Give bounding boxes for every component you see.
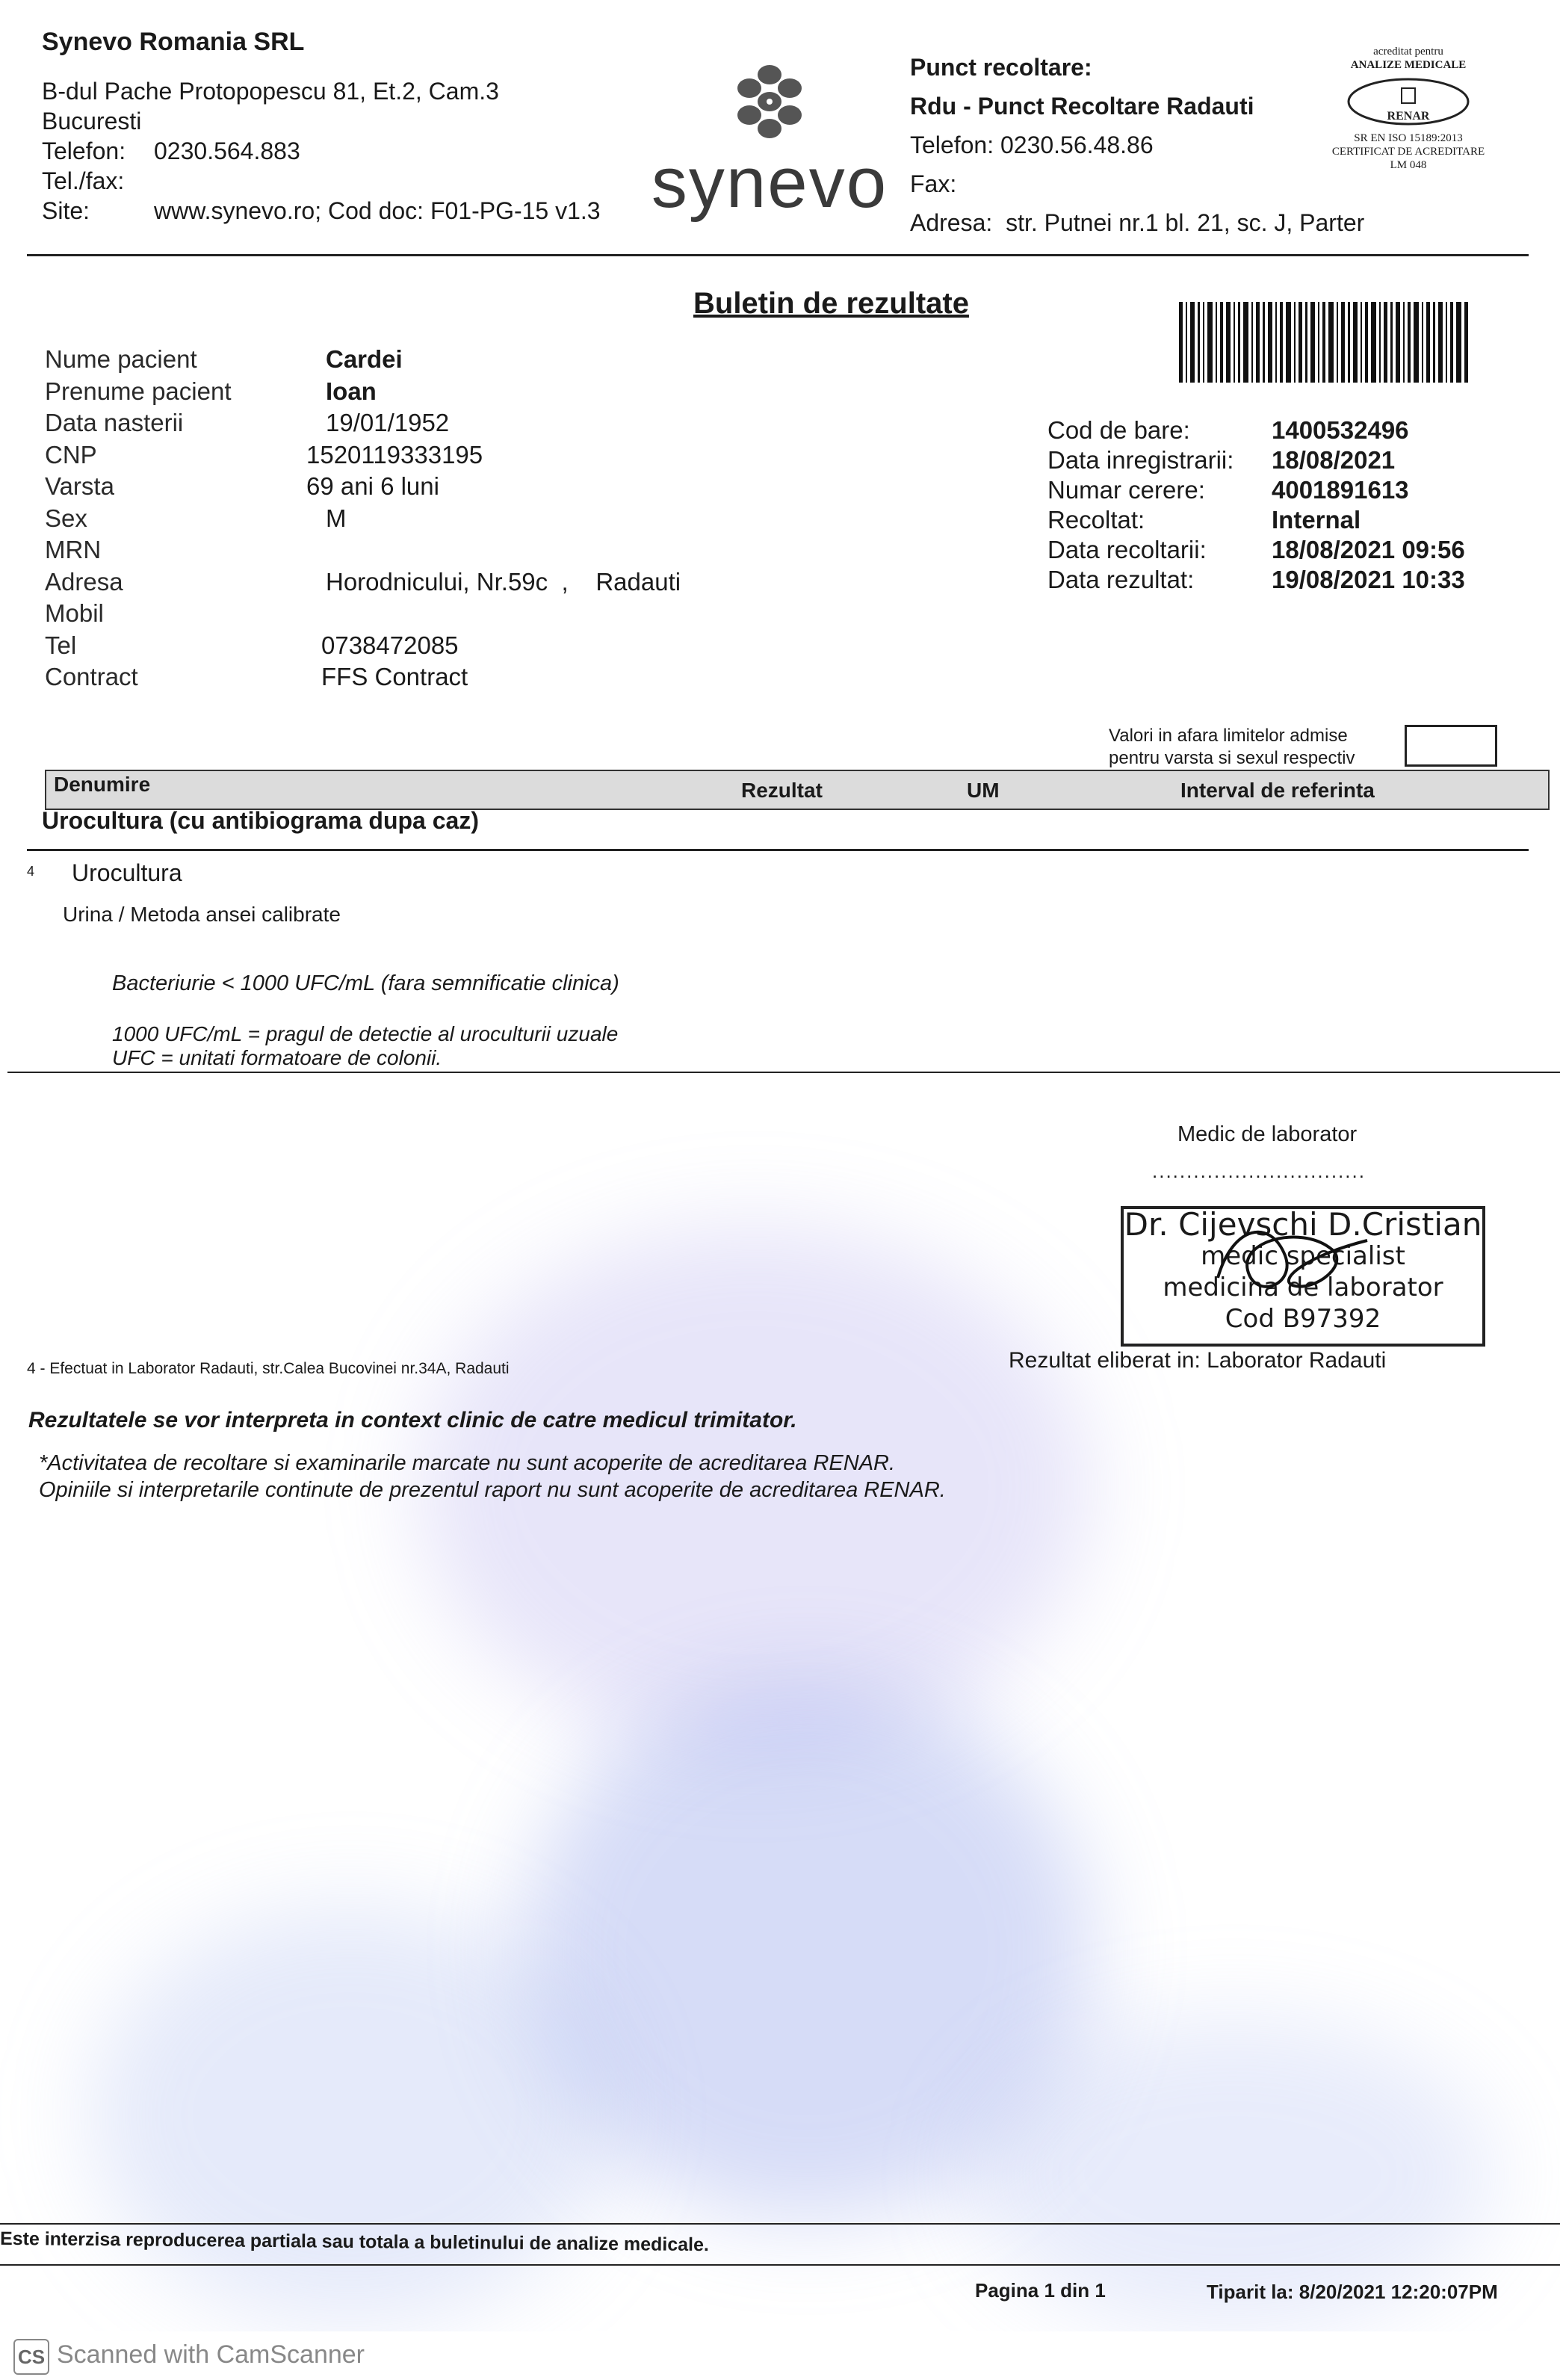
signature-scribble bbox=[1203, 1211, 1382, 1315]
scanner-text: Scanned with CamScanner bbox=[57, 2340, 365, 2369]
collection-heading: Punct recoltare: bbox=[910, 54, 1092, 81]
doctor-label: Medic de laborator bbox=[1177, 1122, 1358, 1146]
seal-line1: SR EN ISO 15189:2013 bbox=[1354, 132, 1463, 144]
barcode-value: 1400532496 bbox=[1272, 416, 1409, 444]
seal-top1: acreditat pentru bbox=[1373, 46, 1443, 58]
collection-phone: Telefon: 0230.56.48.86 bbox=[910, 132, 1154, 158]
phone-label: Telefon: bbox=[42, 137, 126, 164]
test-notes bbox=[112, 1022, 618, 1070]
mobile-label: Mobil bbox=[45, 599, 104, 627]
logo-text: synevo bbox=[651, 143, 888, 223]
patient-tel: 0738472085 bbox=[321, 631, 459, 659]
seal-center: RENAR bbox=[1387, 110, 1430, 123]
renar-emblem-icon bbox=[1345, 75, 1472, 129]
registration-date: 18/08/2021 bbox=[1272, 446, 1396, 474]
scan-artifact bbox=[523, 1681, 1091, 2219]
company-site: www.synevo.ro; Cod doc: F01-PG-15 v1.3 bbox=[154, 197, 601, 224]
result-date: 19/08/2021 10:33 bbox=[1272, 566, 1465, 593]
flower-icon bbox=[643, 60, 897, 142]
collection-point-block bbox=[910, 48, 1364, 242]
scanner-watermark bbox=[0, 2331, 1560, 2380]
collection-address-label: Adresa: bbox=[910, 209, 993, 236]
legend-line1: Valori in afara limitelor admise bbox=[1109, 726, 1348, 746]
request-number-label: Numar cerere: bbox=[1047, 476, 1205, 504]
seal-line2: CERTIFICAT DE ACREDITARE bbox=[1331, 146, 1485, 158]
age-label: Varsta bbox=[45, 472, 114, 500]
report-title: Buletin de rezultate bbox=[693, 287, 969, 320]
cnp-label: CNP bbox=[45, 440, 97, 469]
section-title: Urocultura (cu antibiograma dupa caz) bbox=[42, 807, 479, 834]
signature-line: ............................... bbox=[1152, 1160, 1366, 1182]
test-marker: 4 bbox=[27, 864, 35, 879]
prenume-label: Prenume pacient bbox=[45, 377, 232, 405]
results-end-divider bbox=[7, 1072, 1560, 1073]
synevo-logo bbox=[643, 60, 897, 224]
patient-cnp: 1520119333195 bbox=[306, 440, 483, 469]
results-table-header bbox=[45, 770, 1550, 810]
patient-first-name: Ioan bbox=[326, 377, 377, 405]
stamp-code: Cod B97392 bbox=[1225, 1304, 1381, 1334]
collection-date-label: Data recoltarii: bbox=[1047, 536, 1207, 563]
printed-at: Tiparit la: 8/20/2021 12:20:07PM bbox=[1207, 2281, 1498, 2303]
section-divider bbox=[27, 849, 1529, 851]
request-number: 4001891613 bbox=[1272, 476, 1409, 504]
footer-divider-bottom bbox=[0, 2264, 1560, 2266]
performed-at: 4 - Efectuat in Laborator Radauti, str.Calea Bucovinei nr.34A, Radauti bbox=[27, 1360, 510, 1377]
stamp-title: medic specialist bbox=[1201, 1241, 1405, 1271]
patient-birthdate: 19/01/1952 bbox=[326, 409, 450, 436]
accreditation-line1: *Activitatea de recoltare si examinarile marcate nu sunt acoperite de acreditarea RENAR. bbox=[39, 1451, 896, 1475]
out-of-range-legend bbox=[1109, 725, 1355, 770]
col-rezultat: Rezultat bbox=[741, 779, 823, 802]
seal-line3: LM 048 bbox=[1390, 159, 1427, 171]
barcode-label: Cod de bare: bbox=[1047, 416, 1190, 444]
test-method: Urina / Metoda ansei calibrate bbox=[63, 903, 341, 926]
accreditation-line2: Opiniile si interpretarile continute de prezentul raport nu sunt acoperite de acreditarea RENAR. bbox=[39, 1478, 946, 1502]
collection-name: Rdu - Punct Recoltare Radauti bbox=[910, 93, 1254, 120]
stamp-name: Dr. Cijevschi D.Cristian bbox=[1124, 1206, 1482, 1243]
patient-last-name: Cardei bbox=[326, 345, 403, 373]
result-date-label: Data rezultat: bbox=[1047, 566, 1195, 593]
barcode bbox=[1179, 302, 1469, 383]
collected-value: Internal bbox=[1272, 506, 1361, 534]
collection-date: 18/08/2021 09:56 bbox=[1272, 536, 1465, 563]
seal-top2: ANALIZE MEDICALE bbox=[1350, 59, 1467, 71]
mrn-label: MRN bbox=[45, 536, 102, 563]
accreditation-notes bbox=[39, 1450, 946, 1503]
site-label: Site: bbox=[42, 197, 90, 224]
released-at: Rezultat eliberat in: Laborator Radauti bbox=[1009, 1348, 1387, 1373]
scan-artifact bbox=[90, 1905, 613, 2324]
test-note-1: 1000 UFC/mL = pragul de detectie al uroculturii uzuale bbox=[112, 1022, 619, 1045]
tel-label: Tel bbox=[45, 631, 77, 659]
request-info bbox=[1047, 415, 1465, 595]
company-name: Synevo Romania SRL bbox=[42, 28, 305, 56]
nume-label: Nume pacient bbox=[45, 345, 197, 373]
contract-label: Contract bbox=[45, 663, 138, 690]
interpretation-note: Rezultatele se vor interpreta in context clinic de catre medicul trimitator. bbox=[28, 1408, 797, 1432]
renar-seal bbox=[1311, 45, 1505, 187]
patient-address: Horodnicului, Nr.59c , Radauti bbox=[326, 567, 681, 596]
sex-label: Sex bbox=[45, 504, 87, 532]
col-denumire: Denumire bbox=[54, 773, 151, 796]
test-result: Bacteriurie < 1000 UFC/mL (fara semnificatie clinica) bbox=[112, 971, 619, 995]
col-um: UM bbox=[967, 779, 1000, 802]
footer-divider-top bbox=[0, 2223, 1560, 2225]
birthdate-label: Data nasterii bbox=[45, 409, 184, 436]
collection-address: str. Putnei nr.1 bl. 21, sc. J, Parter bbox=[1006, 209, 1365, 236]
patient-age: 69 ani 6 luni bbox=[306, 472, 439, 500]
collection-fax: Fax: bbox=[910, 170, 957, 197]
collected-label: Recoltat: bbox=[1047, 506, 1145, 534]
fax-label: Tel./fax: bbox=[42, 167, 125, 194]
patient-contract: FFS Contract bbox=[321, 663, 468, 690]
page-number: Pagina 1 din 1 bbox=[975, 2279, 1106, 2302]
company-city: Bucuresti bbox=[42, 108, 142, 135]
reproduction-notice: Este interzisa reproducerea partiala sau totala a buletinului de analize medicale. bbox=[0, 2228, 710, 2256]
legend-line2: pentru varsta si sexul respectiv bbox=[1109, 748, 1355, 768]
col-interval: Interval de referinta bbox=[1180, 779, 1375, 802]
patient-sex: M bbox=[326, 504, 347, 532]
company-phone: 0230.564.883 bbox=[154, 137, 300, 164]
company-address: B-dul Pache Protopopescu 81, Et.2, Cam.3 bbox=[42, 78, 499, 105]
company-block bbox=[42, 27, 601, 226]
header-divider bbox=[27, 254, 1529, 256]
patient-info bbox=[45, 344, 681, 693]
test-note-2: UFC = unitati formatoare de colonii. bbox=[112, 1046, 442, 1069]
legend-box bbox=[1405, 725, 1497, 767]
address-label: Adresa bbox=[45, 567, 123, 596]
test-name: Urocultura bbox=[72, 859, 182, 886]
stamp-specialty: medicina de laborator bbox=[1163, 1273, 1443, 1302]
registration-date-label: Data inregistrarii: bbox=[1047, 446, 1234, 474]
camscanner-icon: CS bbox=[13, 2339, 49, 2375]
